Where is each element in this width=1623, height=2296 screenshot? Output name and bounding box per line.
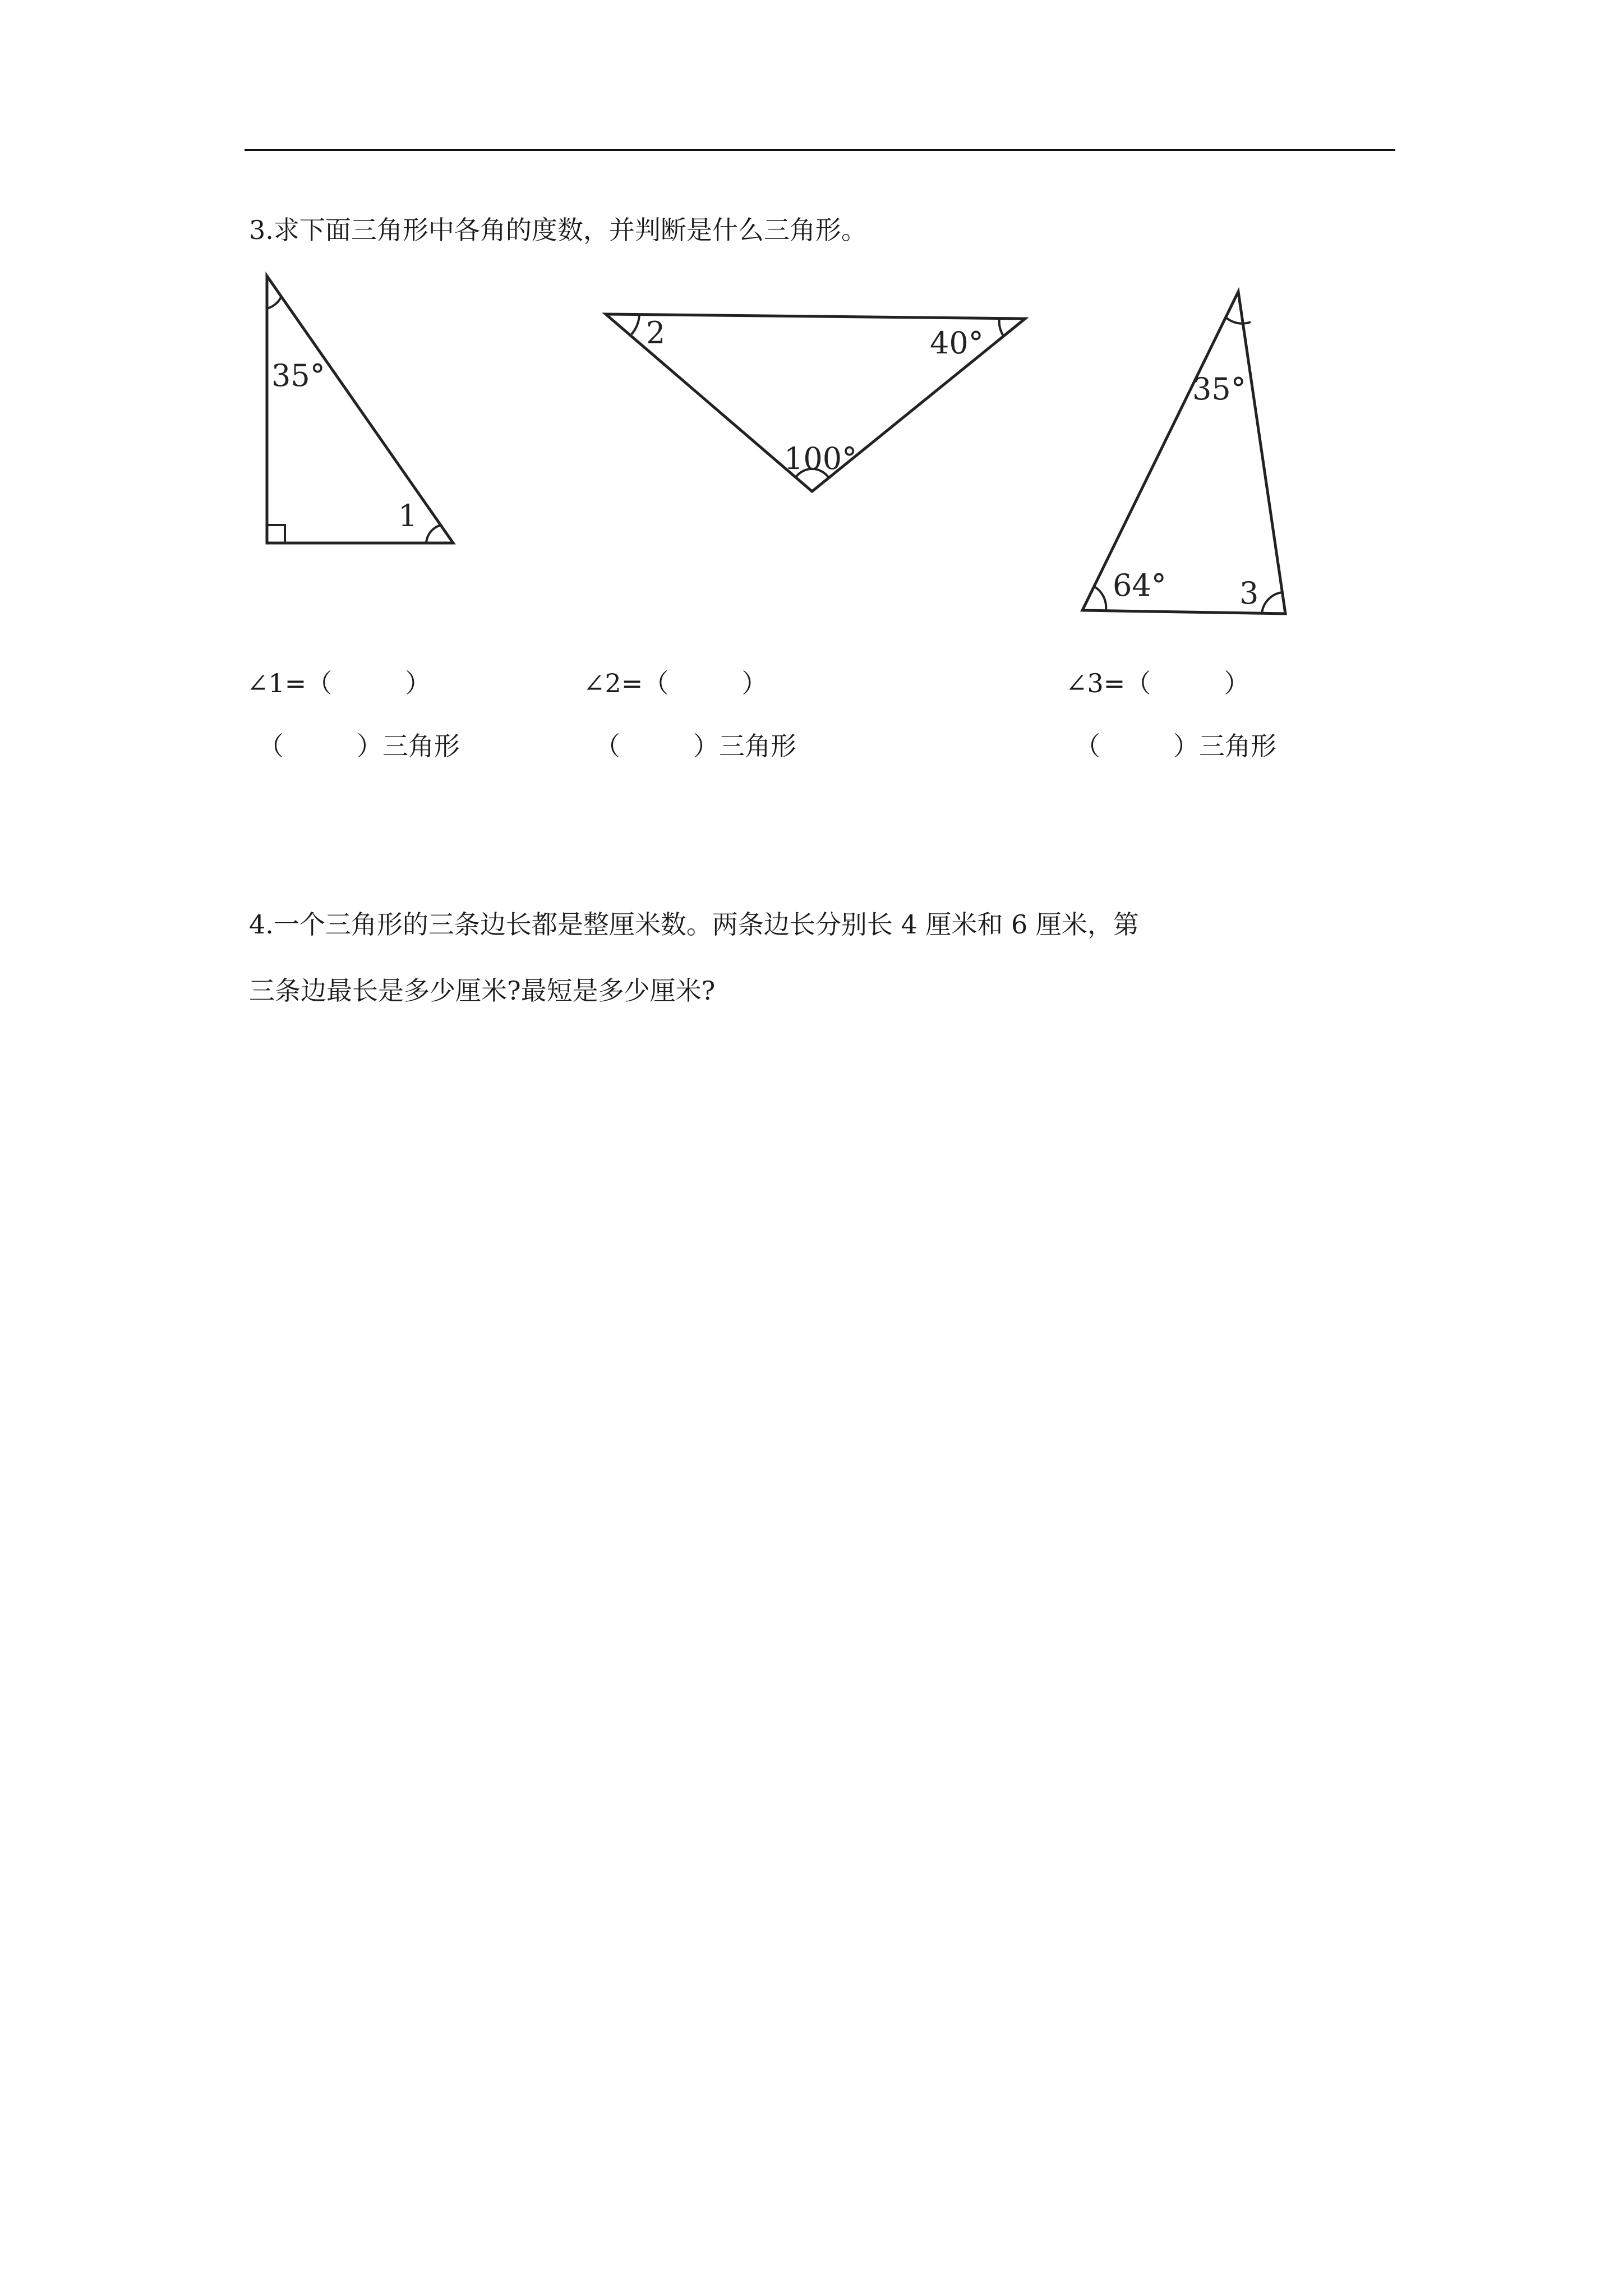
angle-arc-top <box>267 296 282 309</box>
angle-label-100: 100° <box>784 441 857 476</box>
angle-label-1: 1 <box>398 498 418 533</box>
angle-arc-64 <box>1095 587 1106 610</box>
angle-arc-40 <box>999 319 1004 337</box>
angle-arc-1 <box>426 525 441 543</box>
angle-label-2: 2 <box>646 315 666 351</box>
answer-type-3: （ ）三角形 <box>1075 731 1276 761</box>
answer-angle-3: ∠3=（ ） <box>1066 668 1250 698</box>
triangle-3-figure <box>1066 280 1312 628</box>
right-angle-marker <box>267 525 285 543</box>
question-4-line-1: 4.一个三角形的三条边长都是整厘米数。两条边长分别长 4 厘米和 6 厘米，第 <box>249 909 1139 940</box>
triangle-1-outline <box>267 276 453 543</box>
answer-type-2: （ ）三角形 <box>594 731 796 761</box>
angle-arc-2 <box>631 314 639 334</box>
angle-arc-top-35 <box>1226 318 1251 324</box>
question-3-prompt: 3.求下面三角形中各角的度数，并判断是什么三角形。 <box>249 215 867 245</box>
answer-angle-2: ∠2=（ ） <box>583 668 768 698</box>
triangle-1-figure <box>241 264 465 555</box>
triangle-3-outline <box>1082 292 1285 614</box>
answer-angle-1: ∠1=（ ） <box>247 668 431 698</box>
angle-label-3: 3 <box>1239 576 1259 611</box>
angle-arc-3 <box>1262 592 1282 614</box>
angle-label-35: 35° <box>271 358 325 393</box>
header-rule <box>245 149 1395 151</box>
answer-type-1: （ ）三角形 <box>258 731 460 761</box>
question-4-line-2: 三条边最长是多少厘米?最短是多少厘米? <box>249 976 716 1006</box>
angle-label-35b: 35° <box>1192 371 1246 407</box>
angle-label-64: 64° <box>1113 568 1166 603</box>
angle-label-40: 40° <box>930 325 984 361</box>
triangle-2-figure <box>594 297 1038 499</box>
